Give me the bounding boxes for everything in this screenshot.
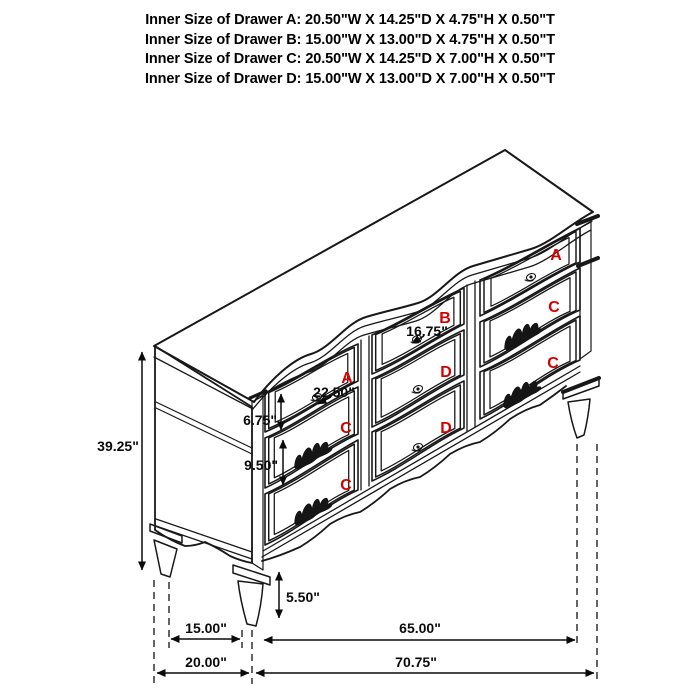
label-front-leg-spacing: 65.00" — [399, 620, 441, 636]
drawer-label-right-bottom: C — [547, 355, 559, 372]
right-corner-pilaster — [580, 222, 591, 359]
side-top-molding — [156, 402, 252, 454]
top-molding — [260, 230, 591, 397]
drawer-label-center-top: B — [439, 310, 451, 327]
dresser-figure — [150, 150, 599, 626]
drawer-label-right-middle: C — [548, 299, 560, 316]
knob-center-middle — [412, 386, 423, 394]
handle-right-bottom — [498, 377, 543, 410]
front-apron — [262, 386, 566, 561]
drawer-label-left-middle: C — [340, 420, 352, 437]
front-left-leg — [233, 565, 270, 626]
drawer-d-inner-size: Inner Size of Drawer D: 15.00"W X 13.00"D X 7.00"H X 0.50"T — [144, 70, 556, 87]
drawer-b-inner-size: Inner Size of Drawer B: 15.00"W X 13.00"D X 4.75"H X 0.50"T — [144, 31, 556, 48]
label-drawer-b-width: 16.75" — [406, 323, 448, 339]
drawer-letter-labels — [340, 247, 562, 494]
back-left-leg — [150, 524, 182, 577]
label-top-drawer-height: 6.75" — [243, 412, 277, 428]
drawer-right-top — [480, 228, 580, 316]
top-side-thickness — [154, 357, 253, 409]
label-side-leg-spacing: 15.00" — [185, 620, 227, 636]
drawer-c-inner-size: Inner Size of Drawer C: 20.50"W X 14.25"D X 7.00"H X 0.50"T — [144, 51, 556, 67]
drawer-label-center-bottom: D — [440, 420, 452, 437]
drawer-label-right-top: A — [550, 247, 562, 264]
label-lower-drawer-height: 9.50" — [244, 457, 278, 473]
label-total-width: 70.75" — [395, 654, 437, 670]
dimension-labels — [97, 323, 448, 670]
handle-left-middle — [289, 438, 334, 471]
drawer-label-left-top: A — [341, 370, 353, 387]
label-leg-height: 5.50" — [286, 589, 320, 605]
knob-right-top — [525, 274, 536, 282]
drawer-right-middle — [480, 268, 580, 367]
label-drawer-a-width: 22.50" — [313, 384, 355, 400]
label-total-height: 39.25" — [97, 438, 139, 454]
label-total-depth: 20.00" — [185, 654, 227, 670]
drawer-label-left-bottom: C — [340, 477, 352, 494]
drawer-a-inner-size: Inner Size of Drawer A: 20.50"W X 14.25"D X 4.75"H X 0.50"T — [145, 12, 555, 28]
drawer-label-center-middle: D — [440, 364, 452, 381]
handle-right-middle — [499, 319, 544, 352]
